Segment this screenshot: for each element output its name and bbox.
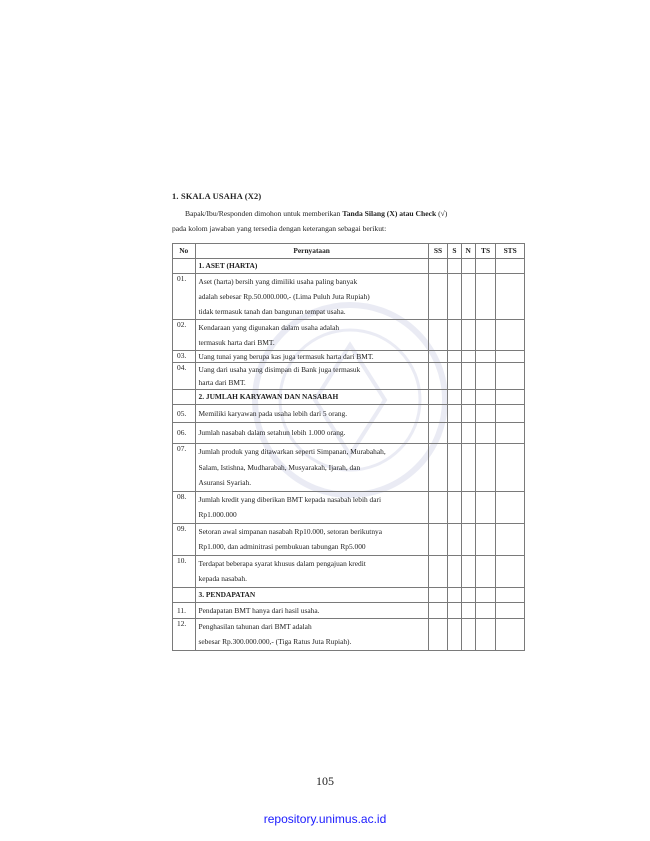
row-number: 08. bbox=[173, 491, 196, 523]
statement-line: Asuransi Syariah. bbox=[198, 478, 252, 487]
table-row bbox=[173, 363, 525, 390]
row-statement bbox=[195, 423, 428, 444]
answer-ss-cell[interactable] bbox=[428, 320, 447, 351]
answer-n-cell[interactable] bbox=[461, 444, 475, 492]
row-number: 10. bbox=[173, 555, 196, 587]
answer-ts-cell[interactable] bbox=[475, 618, 495, 650]
answer-n-cell[interactable] bbox=[461, 363, 475, 390]
statement-line: tidak termasuk tanah dan bangunan tempat usaha. bbox=[198, 307, 346, 316]
row-statement bbox=[195, 444, 428, 492]
answer-sts-cell[interactable] bbox=[496, 274, 525, 320]
answer-ts-cell[interactable] bbox=[475, 523, 495, 555]
table-row bbox=[173, 602, 525, 618]
statement-line: sebesar Rp.300.000.000,- (Tiga Ratus Juta Rupiah). bbox=[198, 637, 352, 646]
statement-line: kepada nasabah. bbox=[198, 574, 247, 583]
answer-ts-cell[interactable] bbox=[475, 555, 495, 587]
row-statement bbox=[195, 405, 428, 423]
statement-line: Memiliki karyawan pada usaha lebih dari 5 orang. bbox=[198, 409, 348, 418]
table-row bbox=[173, 405, 525, 423]
statement-line: Jumlah nasabah dalam setahun lebih 1.000 orang. bbox=[198, 428, 346, 437]
answer-n-cell[interactable] bbox=[461, 351, 475, 363]
header-s: S bbox=[448, 244, 461, 259]
answer-sts-cell[interactable] bbox=[496, 491, 525, 523]
header-ts: TS bbox=[475, 244, 495, 259]
table-row bbox=[173, 351, 525, 363]
answer-ts-cell[interactable] bbox=[475, 351, 495, 363]
answer-ss-cell[interactable] bbox=[428, 602, 447, 618]
answer-ss-cell[interactable] bbox=[428, 618, 447, 650]
row-statement bbox=[195, 320, 428, 351]
answer-n-cell[interactable] bbox=[461, 523, 475, 555]
answer-sts-cell[interactable] bbox=[496, 320, 525, 351]
statement-line: Jumlah kredit yang diberikan BMT kepada nasabah lebih dari bbox=[198, 494, 382, 504]
row-statement bbox=[195, 491, 428, 523]
header-sts: STS bbox=[496, 244, 525, 259]
statement-line: harta dari BMT. bbox=[198, 378, 246, 387]
header-no: No bbox=[173, 244, 196, 259]
row-statement bbox=[195, 363, 428, 390]
row-number: 11. bbox=[173, 602, 196, 618]
answer-ts-cell[interactable] bbox=[475, 423, 495, 444]
answer-ss-cell[interactable] bbox=[428, 523, 447, 555]
row-statement bbox=[195, 274, 428, 320]
answer-sts-cell[interactable] bbox=[496, 602, 525, 618]
statement-line: Pendapatan BMT hanya dari hasil usaha. bbox=[198, 605, 320, 615]
answer-s-cell[interactable] bbox=[448, 320, 461, 351]
statement-line: Terdapat beberapa syarat khusus dalam pengajuan kredit bbox=[198, 558, 366, 568]
row-statement bbox=[195, 523, 428, 555]
statement-line: Rp1.000.000 bbox=[198, 510, 237, 519]
answer-ts-cell[interactable] bbox=[475, 405, 495, 423]
intro-text-start: Bapak/Ibu/Responden dimohon untuk memberikan bbox=[185, 209, 343, 218]
answer-n-cell[interactable] bbox=[461, 320, 475, 351]
table-header-row bbox=[173, 244, 525, 259]
answer-sts-cell[interactable] bbox=[496, 423, 525, 444]
table-row bbox=[173, 320, 525, 351]
answer-n-cell[interactable] bbox=[461, 423, 475, 444]
answer-ts-cell[interactable] bbox=[475, 444, 495, 492]
answer-ss-cell[interactable] bbox=[428, 555, 447, 587]
statement-line: Kendaraan yang digunakan dalam usaha adalah bbox=[198, 323, 340, 332]
answer-s-cell[interactable] bbox=[448, 491, 461, 523]
answer-sts-cell[interactable] bbox=[496, 523, 525, 555]
answer-s-cell[interactable] bbox=[448, 555, 461, 587]
repository-link[interactable]: repository.unimus.ac.id bbox=[263, 812, 387, 826]
header-n: N bbox=[461, 244, 475, 259]
statement-line: termasuk harta dari BMT. bbox=[198, 338, 275, 347]
answer-ss-cell[interactable] bbox=[428, 491, 447, 523]
row-statement bbox=[195, 555, 428, 587]
row-number: 02. bbox=[173, 320, 196, 351]
category-row bbox=[173, 259, 525, 274]
row-number: 03. bbox=[173, 351, 196, 363]
questionnaire-table bbox=[172, 243, 525, 651]
answer-sts-cell[interactable] bbox=[496, 555, 525, 587]
table-row bbox=[173, 618, 525, 650]
table-row bbox=[173, 523, 525, 555]
answer-ts-cell[interactable] bbox=[475, 274, 495, 320]
statement-line: Setoran awal simpanan nasabah Rp10.000, setoran berikutnya bbox=[198, 526, 382, 536]
answer-s-cell[interactable] bbox=[448, 274, 461, 320]
row-statement bbox=[195, 351, 428, 363]
table-row bbox=[173, 491, 525, 523]
answer-s-cell[interactable] bbox=[448, 523, 461, 555]
statement-line: adalah sebesar Rp.50.000.000,- (Lima Puluh Juta Rupiah) bbox=[198, 292, 370, 301]
answer-n-cell[interactable] bbox=[461, 618, 475, 650]
answer-s-cell[interactable] bbox=[448, 602, 461, 618]
answer-ss-cell[interactable] bbox=[428, 363, 447, 390]
page-number: 105 bbox=[316, 774, 334, 788]
table-row bbox=[173, 555, 525, 587]
category-label: 2. JUMLAH KARYAWAN DAN NASABAH bbox=[195, 390, 428, 405]
row-statement bbox=[195, 618, 428, 650]
row-number: 07. bbox=[173, 444, 196, 492]
answer-ts-cell[interactable] bbox=[475, 320, 495, 351]
intro-text bbox=[185, 209, 447, 218]
answer-ss-cell[interactable] bbox=[428, 444, 447, 492]
answer-ss-cell[interactable] bbox=[428, 274, 447, 320]
answer-ss-cell[interactable] bbox=[428, 405, 447, 423]
row-number: 06. bbox=[173, 423, 196, 444]
answer-s-cell[interactable] bbox=[448, 444, 461, 492]
statement-line: Salam, Istishna, Mudharabah, Musyarakah, Ijarah, dan bbox=[198, 462, 361, 472]
answer-s-cell[interactable] bbox=[448, 405, 461, 423]
answer-s-cell[interactable] bbox=[448, 351, 461, 363]
row-number: 04. bbox=[173, 363, 196, 390]
answer-sts-cell[interactable] bbox=[496, 405, 525, 423]
answer-s-cell[interactable] bbox=[448, 618, 461, 650]
category-label: 3. PENDAPATAN bbox=[195, 587, 428, 602]
table-row bbox=[173, 274, 525, 320]
row-number: 09. bbox=[173, 523, 196, 555]
answer-ss-cell[interactable] bbox=[428, 423, 447, 444]
header-ss: SS bbox=[428, 244, 447, 259]
answer-sts-cell[interactable] bbox=[496, 351, 525, 363]
statement-line: Jumlah produk yang ditawarkan seperti Simpanan, Murabahah, bbox=[198, 447, 386, 456]
statement-line: Uang tunai yang berupa kas juga termasuk harta dari BMT. bbox=[198, 352, 374, 361]
category-row bbox=[173, 587, 525, 602]
statement-line: Rp1.000, dan adminitrasi pembukuan tabungan Rp5.000 bbox=[198, 542, 366, 551]
answer-n-cell[interactable] bbox=[461, 602, 475, 618]
header-statement: Pernyataan bbox=[195, 244, 428, 259]
row-number: 01. bbox=[173, 274, 196, 320]
answer-sts-cell[interactable] bbox=[496, 444, 525, 492]
row-statement bbox=[195, 602, 428, 618]
statement-line: Aset (harta) bersih yang dimiliki usaha paling banyak bbox=[198, 277, 358, 286]
answer-ts-cell[interactable] bbox=[475, 602, 495, 618]
table-row bbox=[173, 423, 525, 444]
answer-s-cell[interactable] bbox=[448, 423, 461, 444]
table-row bbox=[173, 444, 525, 492]
answer-s-cell[interactable] bbox=[448, 363, 461, 390]
statement-line: Penghasilan tahunan dari BMT adalah bbox=[198, 621, 312, 631]
answer-n-cell[interactable] bbox=[461, 491, 475, 523]
intro-text-line2: pada kolom jawaban yang tersedia dengan keterangan sebagai berikut: bbox=[172, 224, 387, 233]
answer-ts-cell[interactable] bbox=[475, 363, 495, 390]
answer-sts-cell[interactable] bbox=[496, 618, 525, 650]
intro-text-end: (√) bbox=[436, 209, 448, 218]
category-row bbox=[173, 390, 525, 405]
answer-n-cell[interactable] bbox=[461, 405, 475, 423]
row-number: 05. bbox=[173, 405, 196, 423]
answer-ss-cell[interactable] bbox=[428, 351, 447, 363]
intro-text-bold: Tanda Silang (X) atau Check bbox=[342, 209, 437, 218]
answer-n-cell[interactable] bbox=[461, 555, 475, 587]
answer-sts-cell[interactable] bbox=[496, 363, 525, 390]
section-title: 1. SKALA USAHA (X2) bbox=[172, 192, 262, 201]
category-label: 1. ASET (HARTA) bbox=[195, 259, 428, 274]
row-number: 12. bbox=[173, 618, 196, 650]
statement-line: Uang dari usaha yang disimpan di Bank juga termasuk bbox=[198, 365, 361, 374]
answer-n-cell[interactable] bbox=[461, 274, 475, 320]
answer-ts-cell[interactable] bbox=[475, 491, 495, 523]
